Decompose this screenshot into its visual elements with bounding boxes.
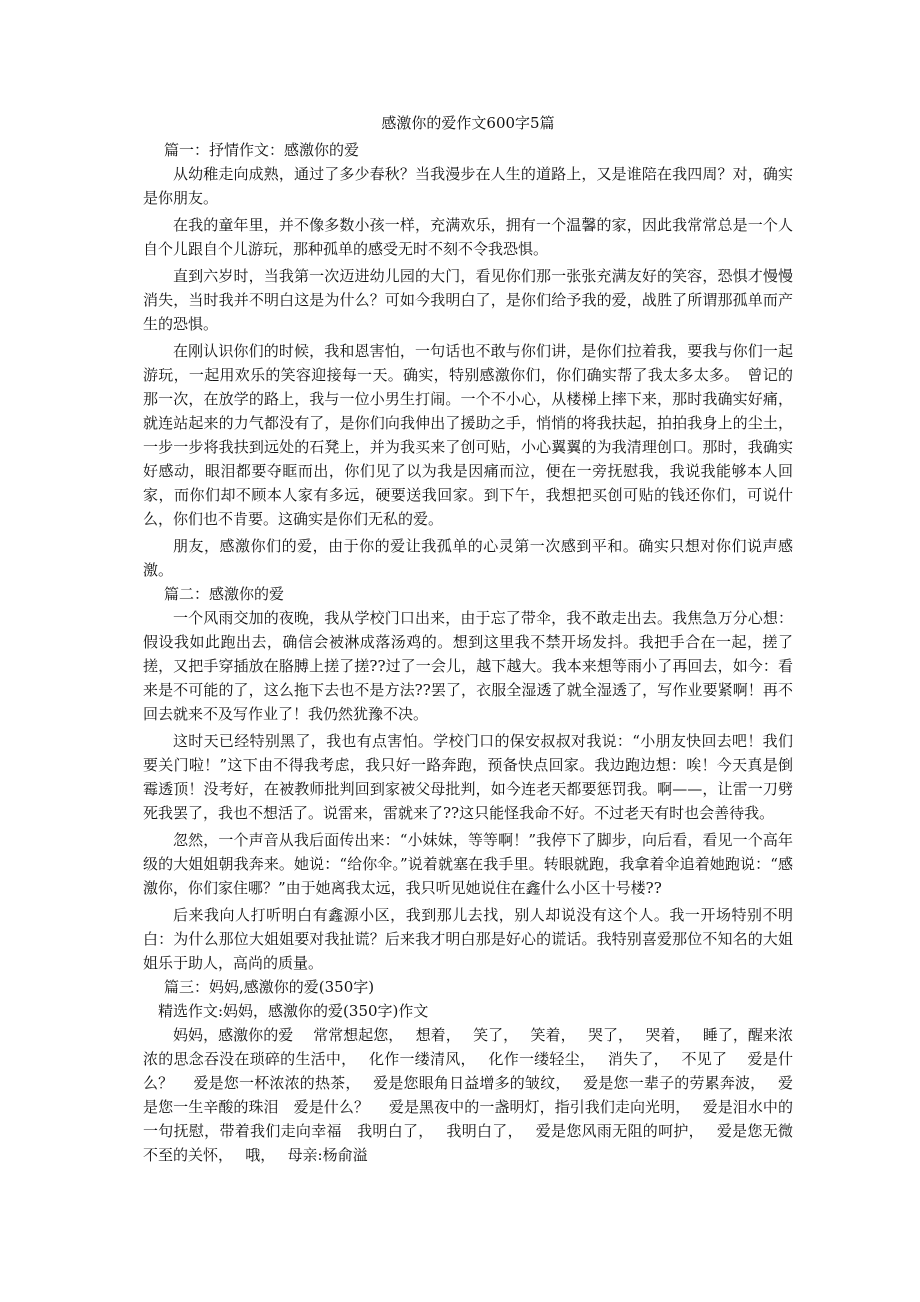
section2-paragraph-4: 后来我向人打听明白有鑫源小区，我到那儿去找，别人却说没有这个人。我一开场特别不明白：为什么那位大姐姐要对我扯谎？后来我才明白那是好心的谎话。我特别喜爱那位不知名的大姐姐乐于助人，高尚的质量。 [143, 906, 793, 972]
section2-paragraph-2: 这时天已经特别黑了，我也有点害怕。学校门口的保安叔叔对我说：“小朋友快回去吧！我们要关门啦！”这下由不得我考虑，我只好一路奔跑，预备快点回家。我边跑边想：唉！今天真是倒霉透顶！没考好，在被教师批判回到家被父母批判，如今连老天都要惩罚我。啊——，让雷一刀劈死我罢了，我也不想活了。说雷来，雷就来了??这只能怪我命不好。不过老天有时也会善待我。 [143, 732, 793, 822]
document-page [143, 111, 793, 1167]
section3-paragraph-1: 妈妈，感激你的爱 常常想起您， 想着， 笑了， 笑着， 哭了， 哭着， 睡了，醒来浓浓的思念吞没在琐碎的生活中， 化作一缕清风， 化作一缕轻尘， 消失了， 不见了 爱是什么？ 爱是您一杯浓浓的热茶， 爱是您眼角日益增多的皱纹， 爱是您一辈子的劳累奔波， 爱是您一生辛酸的珠泪 爱是什么？ 爱是黑夜中的一盏明灯，指引我们走向光明， 爱是泪水中的一句抚慰，带着我们走向幸福 我明白了， 我明白了， 爱是您风雨无阻的呵护， 爱是您无微不至的关怀， 哦， 母亲:杨俞溢 [143, 1026, 793, 1164]
section1-paragraph-1: 从幼稚走向成熟，通过了多少春秋？当我漫步在人生的道路上，又是谁陪在我四周？对，确实是你朋友。 [143, 165, 793, 207]
section1-paragraph-4: 在刚认识你们的时候，我和恩害怕，一句话也不敢与你们讲，是你们拉着我，要我与你们一起游玩，一起用欢乐的笑容迎接每一天。确实，特别感激你们，你们确实帮了我太多太多。 曾记的那一次，在放学的路上，我与一位小男生打闹。一个不小心，从楼梯上摔下来，那时我确实好痛，就连站起来的力气都没有了，是你们向我伸出了援助之手，悄悄的将我扶起，拍拍我身上的尘土，一步一步将我扶到远处的石凳上，并为我买来了创可贴，小心翼翼的为我清理创口。那时，我确实好感动，眼泪都要夺眶而出，你们见了以为我是因痛而泣，便在一旁抚慰我，我说我能够本人回家，而你们却不顾本人家有多远，硬要送我回家。到下午，我想把买创可贴的钱还你们，可说什么，你们也不肯要。这确实是你们无私的爱。 [143, 342, 793, 528]
section1-heading: 篇一：抒情作文：感激你的爱 [164, 141, 360, 159]
section2-heading: 篇二：感激你的爱 [164, 585, 285, 603]
section1-paragraph-5: 朋友，感激你们的爱，由于你的爱让我孤单的心灵第一次感到平和。确实只想对你们说声感激。 [143, 537, 793, 579]
section1-paragraph-2: 在我的童年里，并不像多数小孩一样，充满欢乐，拥有一个温馨的家，因此我常常总是一个人自个儿跟自个儿游玩，那种孤单的感受无时不刻不令我恐惧。 [143, 216, 793, 258]
section2-paragraph-3: 忽然，一个声音从我后面传出来：“小妹妹，等等啊！”我停下了脚步，向后看，看见一个高年级的大姐姐朝我奔来。她说：“给你伞。”说着就塞在我手里。转眼就跑，我拿着伞追着她跑说：“感激你，你们家住哪？”由于她离我太远，我只听见她说住在鑫什么小区十号楼?? [143, 831, 793, 897]
section3-subheading: 精选作文:妈妈，感激你的爱(350字)作文 [158, 1002, 429, 1020]
section2-paragraph-1: 一个风雨交加的夜晚，我从学校门口出来，由于忘了带伞，我不敢走出去。我焦急万分心想：假设我如此跑出去，确信会被淋成落汤鸡的。想到这里我不禁开场发抖。我把手合在一起，搓了搓，又把手穿插放在胳膊上搓了搓??过了一会儿，越下越大。我本来想等雨小了再回去，如今：看来是不可能的了，这么拖下去也不是方法??罢了，衣服全湿透了就全湿透了，写作业要紧啊！再不回去就来不及写作业了！我仍然犹豫不决。 [143, 609, 793, 723]
section1-paragraph-3: 直到六岁时，当我第一次迈进幼儿园的大门，看见你们那一张张充满友好的笑容，恐惧才慢慢消失，当时我并不明白这是为什么？可如今我明白了，是你们给予我的爱，战胜了所谓那孤单而产生的恐惧。 [143, 267, 793, 333]
section3-heading: 篇三：妈妈,感激你的爱(350字) [164, 978, 375, 996]
document-title: 感激你的爱作文600字5篇 [381, 114, 555, 132]
